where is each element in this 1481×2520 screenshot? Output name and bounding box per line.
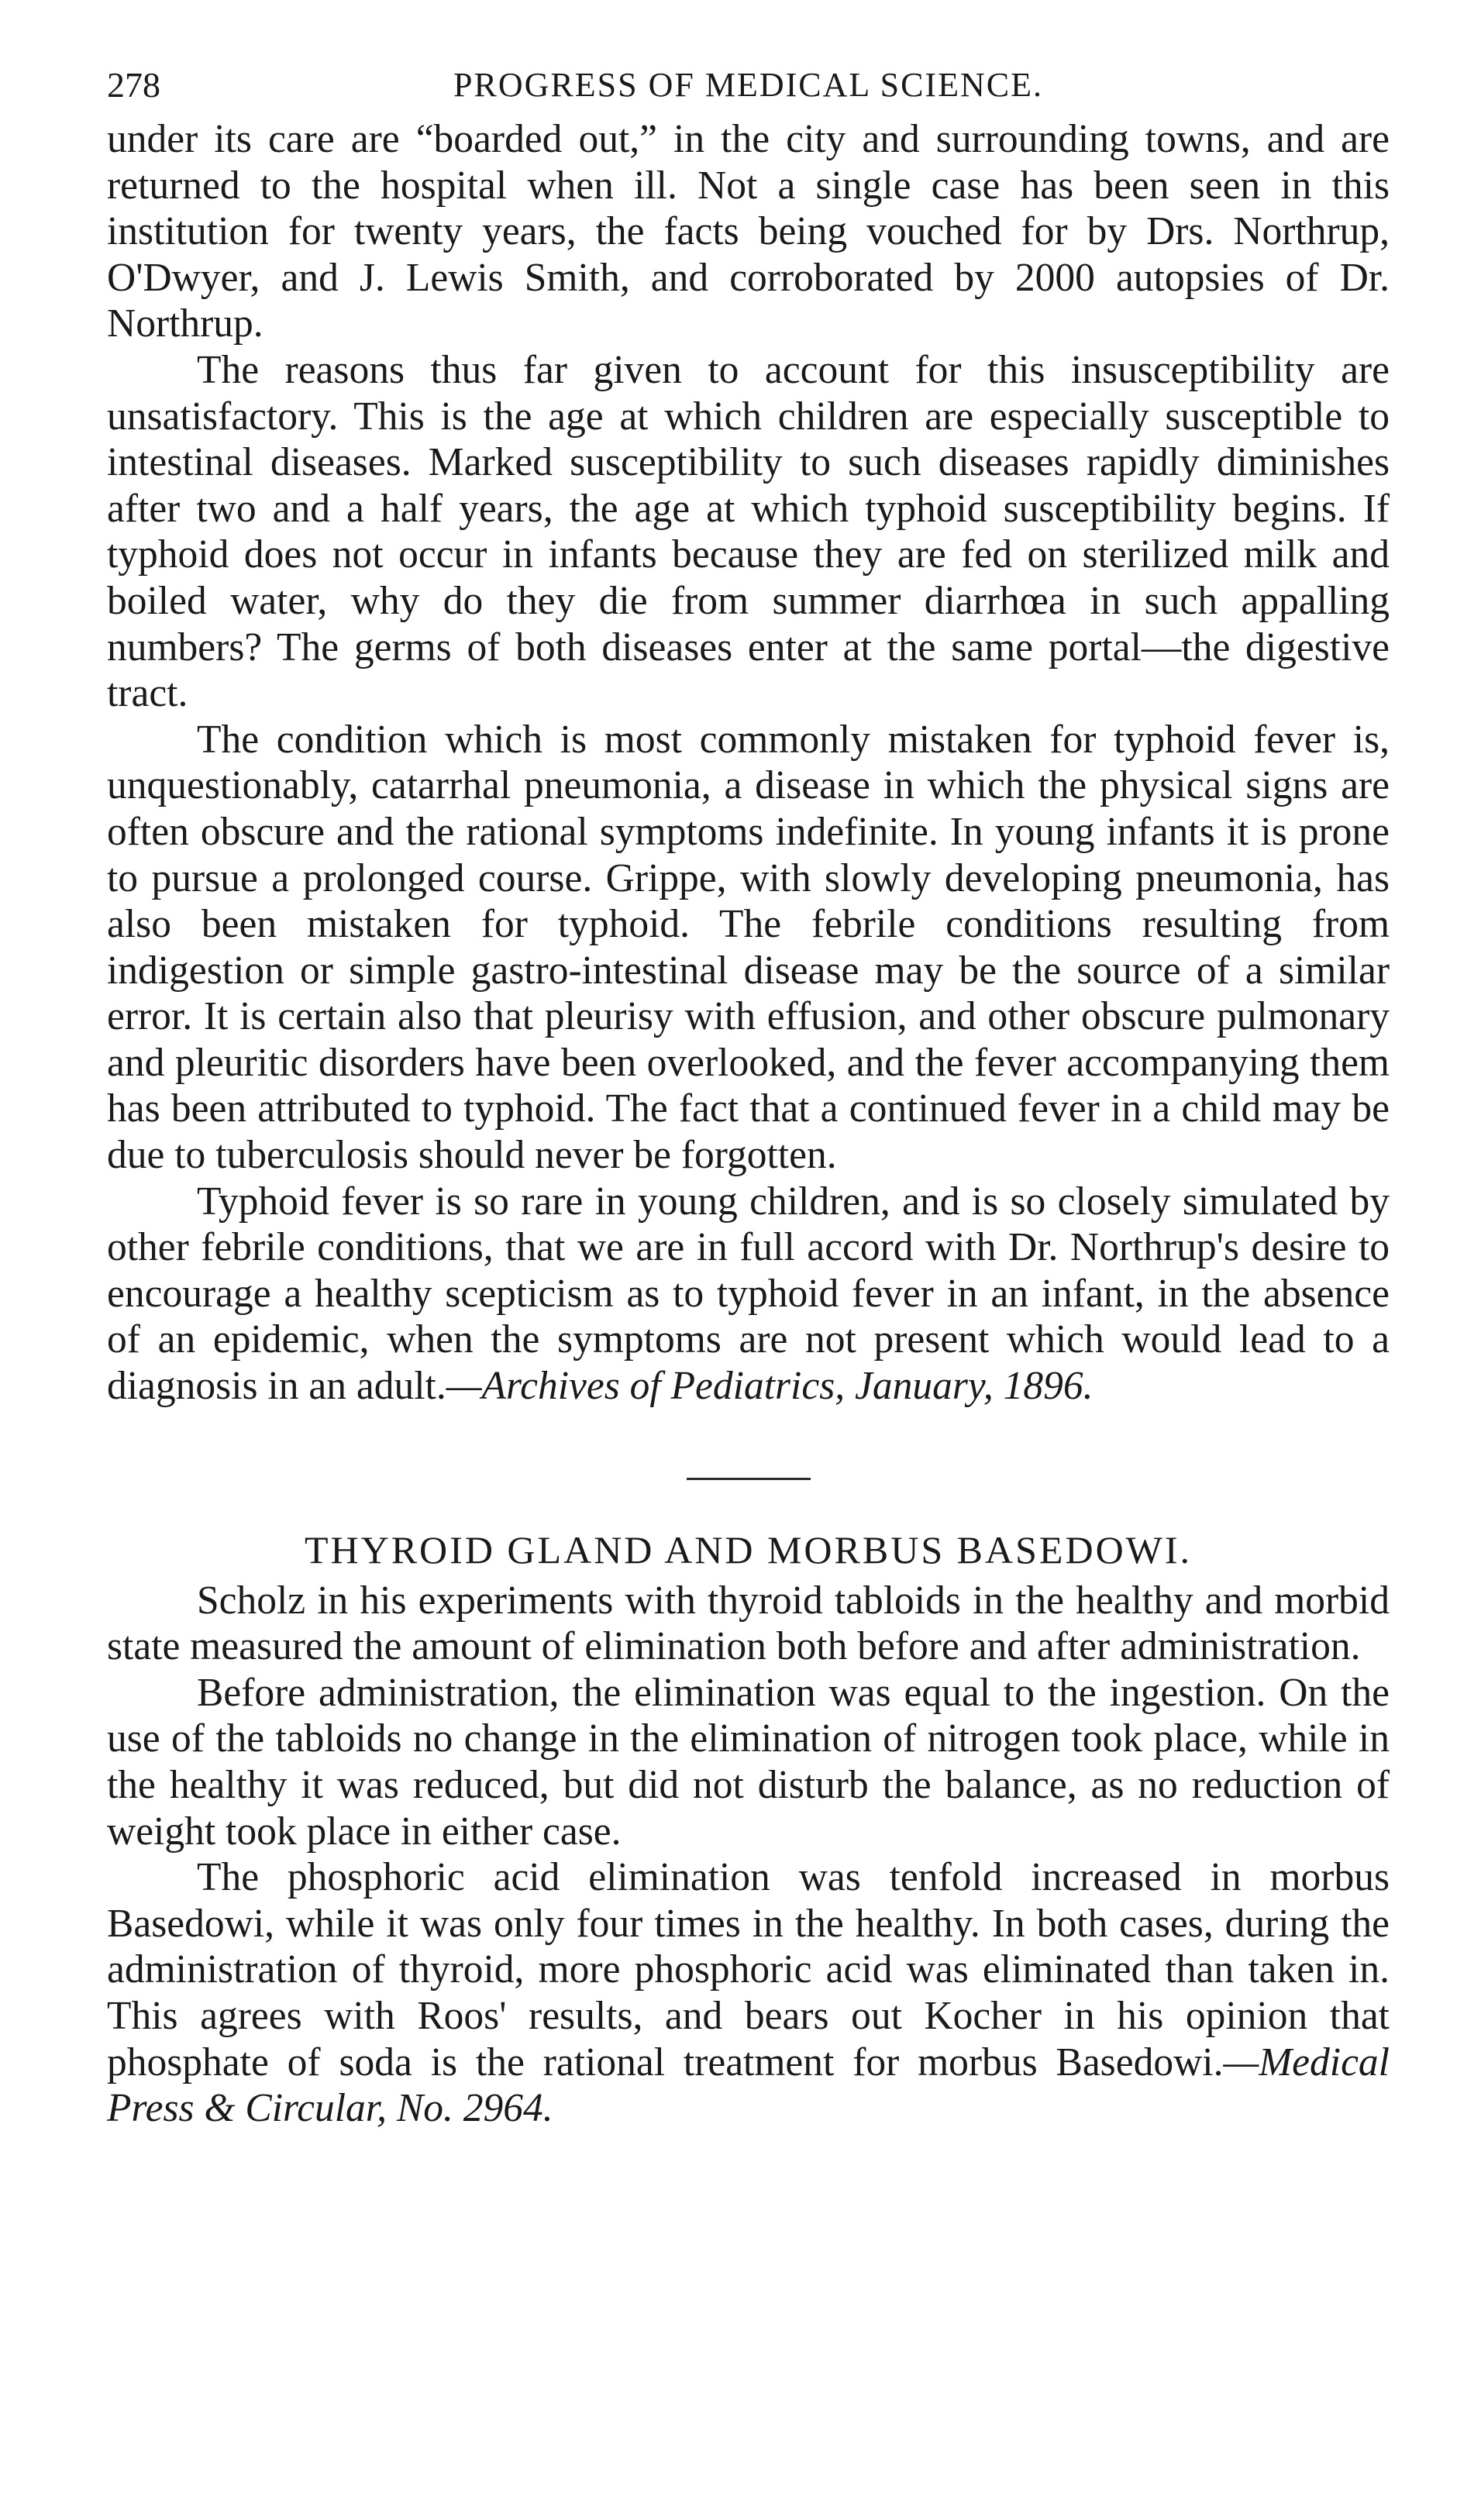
paragraph: Before administration, the elimination was equal to the ingestion. On the use of the tabloids no change in the elimination of nitrogen took place, while in the healthy it was reduced, but did not disturb the balance, as no reduction of weight took place in either case. xyxy=(107,1670,1390,1854)
article-typhoid-continuation xyxy=(107,116,1390,1410)
book-page xyxy=(107,54,1390,2132)
source-citation: —Medical Press & Circular, No. 2964. xyxy=(107,2040,1390,2131)
paragraph xyxy=(107,1854,1390,2132)
page-number: 278 xyxy=(107,65,160,105)
paragraph: The condition which is most commonly mistaken for typhoid fever is, unquestionably, catarrhal pneumonia, a disease in which the physical signs are often obscure and the rational symptoms indefinite. In young infants it is prone to pursue a prolonged course. Grippe, with slowly developing pneumonia, has also been mistaken for typhoid. The febrile conditions resulting from indigestion or simple gastro-intestinal disease may be the source of a similar error. It is certain also that pleurisy with effusion, and other obscure pulmonary and pleuritic disorders have been overlooked, and the fever accompanying them has been attributed to typhoid. The fact that a continued fever in a child may be due to tuberculosis should never be forgotten. xyxy=(107,717,1390,1178)
paragraph-text: Typhoid fever is so rare in young children, and is so closely simulated by other febrile conditions, that we are in full accord with Dr. Northrup's desire to encourage a healthy scepticism as to typhoid fever in an infant, in the absence of an epidemic, when the symptoms are not present which would lead to a diagnosis in an adult. xyxy=(107,1179,1390,1409)
paragraph xyxy=(107,1179,1390,1410)
section-heading: THYROID GLAND AND MORBUS BASEDOWI. xyxy=(304,1527,1193,1572)
paragraph: under its care are “boarded out,” in the city and surrounding towns, and are returned to the hospital when ill. Not a single case has been seen in this institution for twenty years, the facts being vouched for by Drs. Northrup, O'Dwyer, and J. Lewis Smith, and corroborated by 2000 autopsies of Dr. Northrup. xyxy=(107,117,1390,346)
paragraph: The reasons thus far given to account for this insusceptibility are unsatisfactory. This is the age at which children are especially susceptible to intestinal diseases. Marked susceptibility to such diseases rapidly diminishes after two and a half years, the age at which typhoid susceptibility begins. If typhoid does not occur in infants because they are fed on sterilized milk and boiled water, why do they die from summer diarrhœa in such appalling numbers? The germs of both diseases enter at the same portal—the digestive tract. xyxy=(107,347,1390,716)
running-title: PROGRESS OF MEDICAL SCIENCE. xyxy=(453,66,1043,104)
paragraph-text: The phosphoric acid elimination was tenfold increased in morbus Basedowi, while it was only four times in the healthy. In both cases, during the administration of thyroid, more phosphoric acid was eliminated than taken in. This agrees with Roos' results, and bears out Kocher in his opinion that phosphate of soda is the rational treatment for morbus Basedowi. xyxy=(107,1855,1390,2085)
running-header xyxy=(107,54,1390,116)
section-divider xyxy=(687,1478,811,1480)
article-thyroid xyxy=(107,1578,1390,2132)
paragraph: Scholz in his experiments with thyroid tabloids in the healthy and morbid state measured the amount of elimination both before and after administration. xyxy=(107,1578,1390,1669)
source-citation: —Archives of Pediatrics, January, 1896. xyxy=(446,1364,1094,1409)
